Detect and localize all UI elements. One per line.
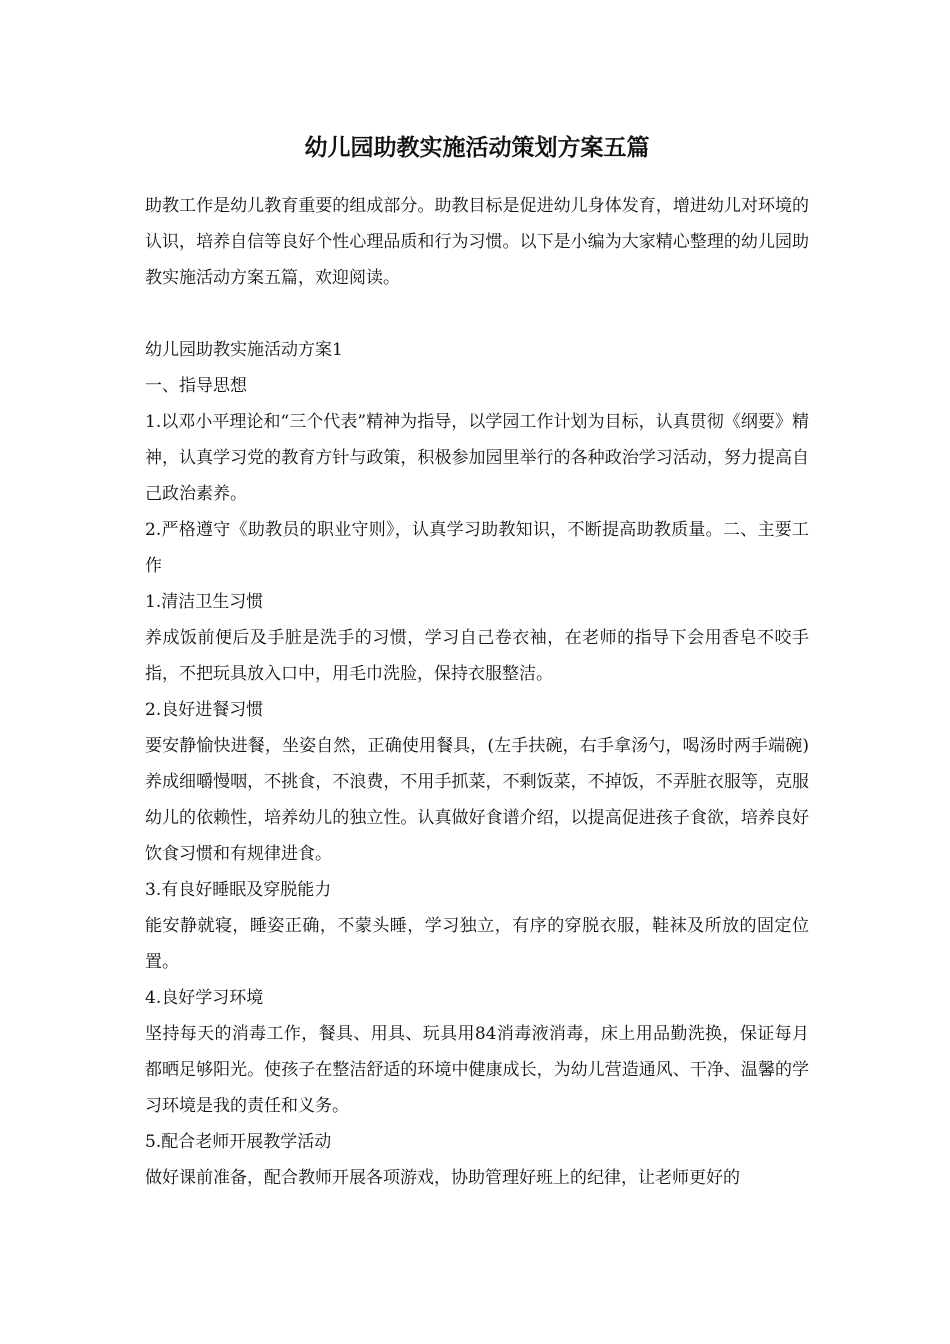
work-item-1-text: 养成饭前便后及手脏是洗手的习惯，学习自己卷衣袖，在老师的指导下会用香皂不咬手指，不把玩具放入口中，用毛巾洗脸，保持衣服整洁。 <box>145 628 809 684</box>
heading-guiding-ideology: 一、指导思想 <box>145 376 247 396</box>
document-body <box>145 128 809 1196</box>
document-title: 幼儿园助教实施活动策划方案五篇 <box>304 134 650 161</box>
intro-paragraph: 助教工作是幼儿教育重要的组成部分。助教目标是促进幼儿身体发育，增进幼儿对环境的认识，培养自信等良好个性心理品质和行为习惯。以下是小编为大家精心整理的幼儿园助教实施活动方案五篇，欢迎阅读。 <box>145 196 809 288</box>
paragraph-spacer <box>145 296 809 332</box>
work-item-2-text: 要安静愉快进餐，坐姿自然，正确使用餐具，(左手扶碗，右手拿汤勺，喝汤时两手端碗)养成细嚼慢咽，不挑食，不浪费，不用手抓菜，不剩饭菜，不掉饭，不弄脏衣服等，克服幼儿的依赖性，培养幼儿的独立性。认真做好食谱介绍，以提高促进孩子食欲，培养良好饮食习惯和有规律进食。 <box>145 736 809 864</box>
work-item-4-title: 4.良好学习环境 <box>145 988 264 1008</box>
work-item-4-text: 坚持每天的消毒工作，餐具、用具、玩具用84消毒液消毒，床上用品勤洗换，保证每月都晒足够阳光。使孩子在整洁舒适的环境中健康成长，为幼儿营造通风、干净、温馨的学习环境是我的责任和义务。 <box>145 1024 809 1116</box>
guiding-item-2: 2.严格遵守《助教员的职业守则》，认真学习助教知识，不断提高助教质量。二、主要工作 <box>145 520 809 576</box>
work-item-2-title: 2.良好进餐习惯 <box>145 700 264 720</box>
work-item-5-text: 做好课前准备，配合教师开展各项游戏，协助管理好班上的纪律，让老师更好的 <box>145 1168 740 1188</box>
section-title: 幼儿园助教实施活动方案1 <box>145 340 343 360</box>
work-item-1-title: 1.清洁卫生习惯 <box>145 592 264 612</box>
work-item-5-title: 5.配合老师开展教学活动 <box>145 1132 332 1152</box>
work-item-3-text: 能安静就寝，睡姿正确，不蒙头睡，学习独立，有序的穿脱衣服，鞋袜及所放的固定位置。 <box>145 916 809 972</box>
work-item-3-title: 3.有良好睡眠及穿脱能力 <box>145 880 332 900</box>
guiding-item-1: 1.以邓小平理论和“三个代表”精神为指导，以学园工作计划为目标，认真贯彻《纲要》精神，认真学习党的教育方针与政策，积极参加园里举行的各种政治学习活动，努力提高自己政治素养。 <box>145 412 809 504</box>
